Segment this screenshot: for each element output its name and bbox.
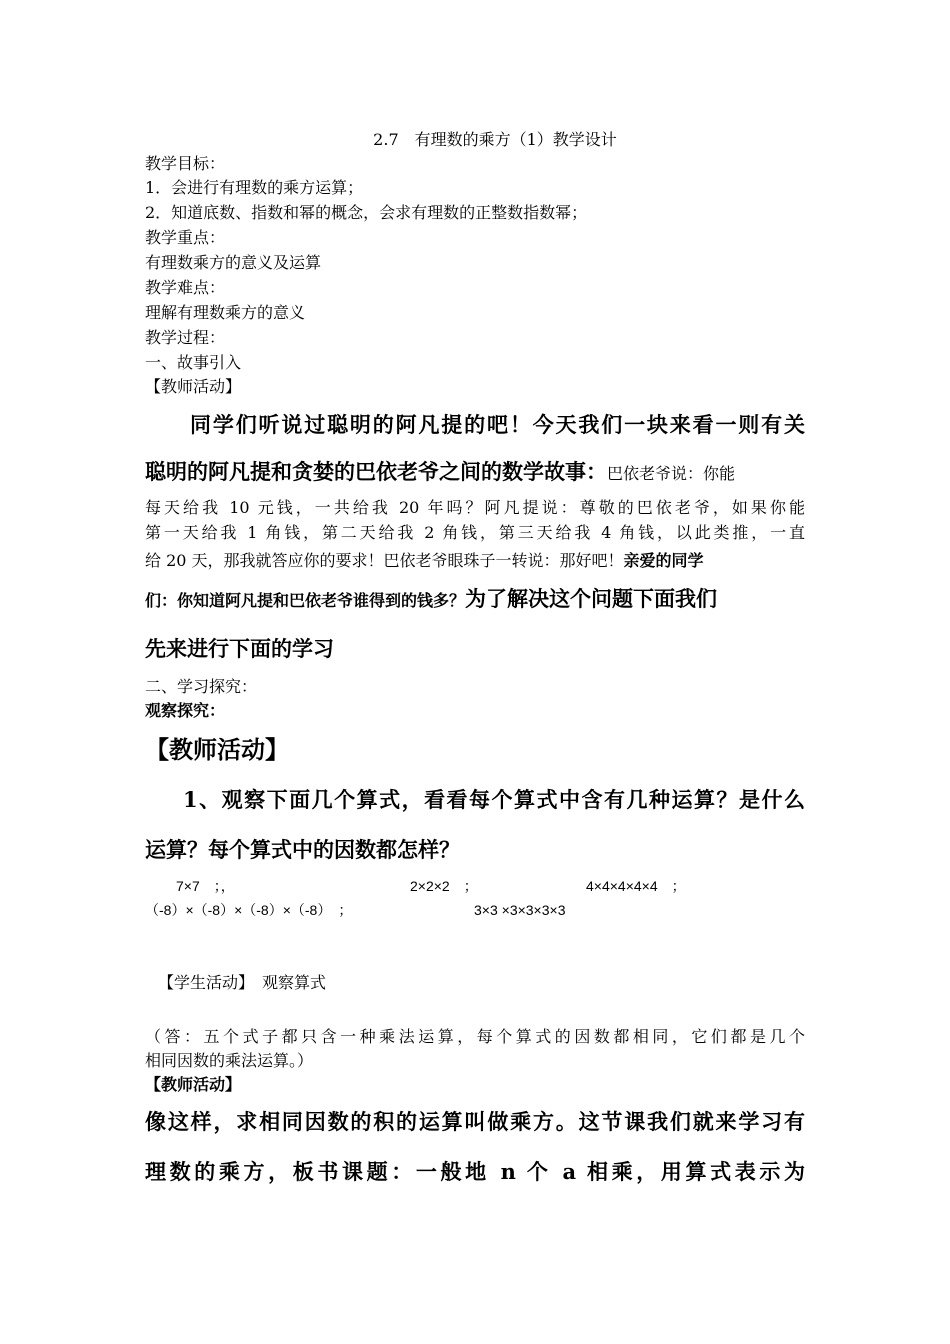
story-line-2-normal: 巴依老爷说：你能 bbox=[607, 464, 736, 483]
student-activity: 【学生活动】 观察算式 bbox=[158, 973, 327, 992]
difficulty-text: 理解有理数乘方的意义 bbox=[145, 303, 306, 322]
conclusion-line-1: 像这样，求相同因数的积的运算叫做乘方。这节课我们就来学习有 bbox=[145, 1109, 805, 1134]
answer-line-1: （答：五个式子都只含一种乘法运算，每个算式的因数都相同，它们都是几个 bbox=[145, 1027, 805, 1046]
keypoint-text: 有理数乘方的意义及运算 bbox=[145, 253, 322, 272]
expression-3: 4×4×4×4×4 ； bbox=[586, 878, 686, 894]
conclusion-line-2: 理数的乘方，板书课题：一般地 n 个 a 相乘，用算式表示为 bbox=[145, 1159, 805, 1184]
expression-2: 2×2×2 ； bbox=[410, 878, 478, 894]
story-line-5-normal: 给 20 天，那我就答应你的要求！巴依老爷眼珠子一转说：那好吧！ bbox=[145, 551, 624, 570]
story-line-6 bbox=[145, 586, 718, 611]
question-line-1: 1、观察下面几个算式，看看每个算式中含有几种运算？是什么 bbox=[183, 787, 805, 812]
expression-4: （-8）×（-8）×（-8）×（-8） ； bbox=[145, 902, 353, 918]
objective-item-1: 1．会进行有理数的乘方运算； bbox=[145, 178, 364, 197]
objectives-heading: 教学目标： bbox=[145, 154, 226, 173]
section-heading-story: 一、故事引入 bbox=[145, 353, 242, 372]
keypoint-heading: 教学重点： bbox=[145, 228, 226, 247]
story-line-3: 每天给我 10 元钱，一共给我 20 年吗？阿凡提说：尊敬的巴依老爷，如果你能 bbox=[145, 498, 805, 517]
objective-item-2: 2．知道底数、指数和幂的概念，会求有理数的正整数指数幂； bbox=[145, 203, 588, 222]
difficulty-heading: 教学难点： bbox=[145, 278, 226, 297]
teacher-activity-label: 【教师活动】 bbox=[145, 377, 242, 396]
story-line-2 bbox=[145, 459, 805, 484]
story-line-4: 第一天给我 1 角钱，第二天给我 2 角钱，第三天给我 4 角钱，以此类推，一直 bbox=[145, 523, 805, 542]
question-line-2: 运算？每个算式中的因数都怎样？ bbox=[145, 837, 460, 862]
story-line-7: 先来进行下面的学习 bbox=[145, 636, 334, 661]
answer-line-2: 相同因数的乘法运算。） bbox=[145, 1051, 314, 1070]
story-line-1: 同学们听说过聪明的阿凡提的吧！今天我们一块来看一则有关 bbox=[190, 412, 805, 437]
document-title: 2.7 有理数的乘方（1）教学设计 bbox=[373, 130, 617, 149]
section-heading-explore: 二、学习探究： bbox=[145, 677, 258, 696]
story-line-5-bold: 亲爱的同学 bbox=[623, 551, 704, 570]
story-line-2-bold: 聪明的阿凡提和贪婪的巴依老爷之间的数学故事： bbox=[145, 459, 607, 484]
story-line-6-small: 们：你知道阿凡提和巴依老爷谁得到的钱多？ bbox=[145, 591, 466, 610]
expression-5: 3×3 ×3×3×3×3 bbox=[474, 902, 566, 918]
teacher-activity-label-2: 【教师活动】 bbox=[145, 1075, 242, 1094]
story-line-6-big: 为了解决这个问题下面我们 bbox=[465, 586, 718, 611]
expression-1: 7×7 ；， bbox=[176, 878, 235, 894]
teacher-activity-heading: 【教师活动】 bbox=[145, 735, 289, 764]
observe-heading: 观察探究： bbox=[145, 701, 226, 720]
process-heading: 教学过程： bbox=[145, 328, 226, 347]
story-line-5 bbox=[145, 551, 704, 571]
